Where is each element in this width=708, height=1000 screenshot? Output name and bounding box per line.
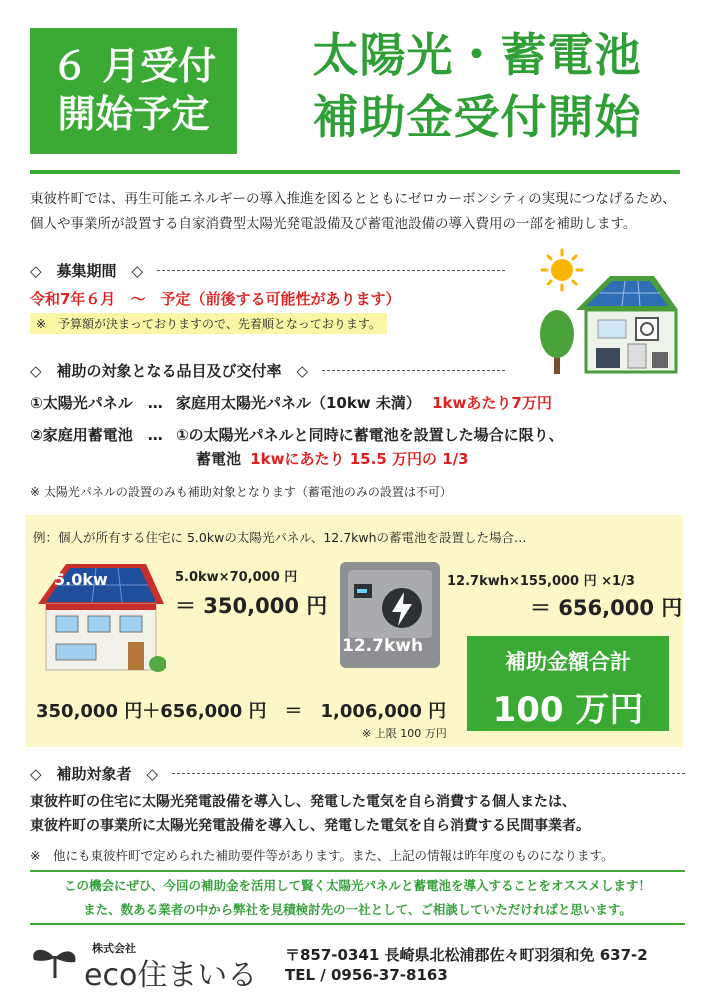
example-intro: 例：個人が所有する住宅に 5.0kwの太陽光パネル、12.7kwhの蓄電池を設置した場合…: [33, 530, 527, 545]
item-label-battery: ②家庭用蓄電池 …: [30, 426, 163, 444]
sun-icon: [542, 250, 582, 290]
company-name: [84, 950, 257, 994]
solar-formula: 5.0kw×70,000 円: [175, 570, 298, 585]
items-note: ※ 太陽光パネルの設置のみも補助対象となります（蓄電池のみの設置は不可）: [30, 485, 452, 499]
heading-dash: [322, 370, 505, 371]
promo-line2: また、数ある業者の中から弊社を見積検討先の一社として、ご相談していただければと思います。: [83, 902, 632, 917]
eligible-line1: 東彼杵町の住宅に太陽光発電設備を導入し、発電した電気を自ら消費する個人または、: [30, 794, 576, 810]
header-divider: [30, 170, 680, 174]
total-value: 100 万円: [492, 690, 644, 730]
period-heading-text: ◇ 募集期間 ◇: [30, 262, 144, 280]
item-rate-battery: 1kwにあたり 15.5 万円の 1/3: [250, 450, 469, 468]
title-line1: 太陽光・蓄電池: [312, 28, 642, 82]
company-name-rest: 住まいる: [137, 958, 258, 993]
sprout-logo-icon: [30, 940, 80, 980]
promo-line1: この機会にぜひ、今回の補助金を活用して賢く太陽光パネルと蓄電池を導入することをオススメします！: [64, 878, 651, 893]
eligible-heading-text: ◇ 補助対象者 ◇: [30, 765, 159, 783]
schedule-badge: [30, 28, 237, 154]
company-kabushiki: 株式会社: [92, 942, 136, 955]
item-row-solar: [30, 392, 552, 413]
period-note: ※ 予算額が決まっておりますので、先着順となっております。: [30, 313, 387, 334]
heading-dash: [157, 270, 505, 271]
item-label-solar: ①太陽光パネル …: [30, 394, 163, 412]
company-address: 〒857-0341 長崎県北松浦郡佐々町羽須和免 637-2: [285, 946, 648, 964]
total-formula: 350,000 円＋656,000 円 ＝ 1,006,000 円: [36, 701, 447, 722]
solar-house-illustration: [528, 248, 688, 378]
solar-result: ＝ 350,000 円: [175, 594, 328, 618]
battery-formula: 12.7kwh×155,000 円 ×1/3: [447, 574, 635, 589]
item-row-battery-cont: [196, 448, 469, 469]
badge-line2: 開始予定: [57, 92, 210, 136]
title-line2: 補助金受付開始: [312, 90, 642, 144]
heading-dash: [172, 773, 685, 774]
intro-text: [30, 187, 690, 237]
page-title: [262, 24, 692, 148]
intro-line2: 個人や事業所が設置する自家消費型太陽光発電設備及び蓄電池設備の導入費用の一部を補助します。: [30, 216, 637, 232]
period-text: 令和7年６月 ～ 予定（前後する可能性があります）: [30, 290, 401, 308]
house-label: 5.0kw: [54, 570, 108, 589]
badge-line1: ６ 月受付: [50, 44, 217, 88]
promo-message: [30, 870, 685, 925]
tree-icon: [540, 310, 574, 374]
items-heading: [30, 360, 505, 381]
cap-note: ※ 上限 100 万円: [362, 727, 447, 740]
total-box: [467, 636, 669, 731]
item-desc-battery2: 蓄電池: [196, 450, 242, 468]
company-tel: TEL / 0956-37-8163: [285, 966, 448, 984]
eligible-note: ※ 他にも東彼杵町で定められた補助要件等があります。また、上記の情報は昨年度のものになります。: [30, 848, 614, 863]
period-heading: [30, 260, 505, 281]
item-desc-solar: 家庭用太陽光パネル（10kw 未満）: [175, 394, 421, 412]
total-label: 補助金額合計: [505, 650, 631, 674]
item-row-battery: [30, 424, 564, 445]
items-heading-text: ◇ 補助の対象となる品目及び交付率 ◇: [30, 362, 309, 380]
item-rate-solar: 1kwあたり7万円: [432, 394, 552, 412]
item-desc-battery: ①の太陽光パネルと同時に蓄電池を設置した場合に限り、: [175, 426, 564, 444]
battery-label: 12.7kwh: [342, 636, 424, 656]
company-name-eco: eco: [84, 958, 138, 993]
eligible-text: [30, 790, 590, 838]
eligible-heading: [30, 763, 685, 784]
eligible-line2: 東彼杵町の事業所に太陽光発電設備を導入し、発電した電気を自ら消費する民間事業者。: [30, 818, 590, 834]
battery-result: ＝ 656,000 円: [530, 596, 683, 620]
intro-line1: 東彼杵町では、再生可能エネルギーの導入推進を図るとともにゼロカーボンシティの実現につなげるため、: [30, 191, 676, 207]
